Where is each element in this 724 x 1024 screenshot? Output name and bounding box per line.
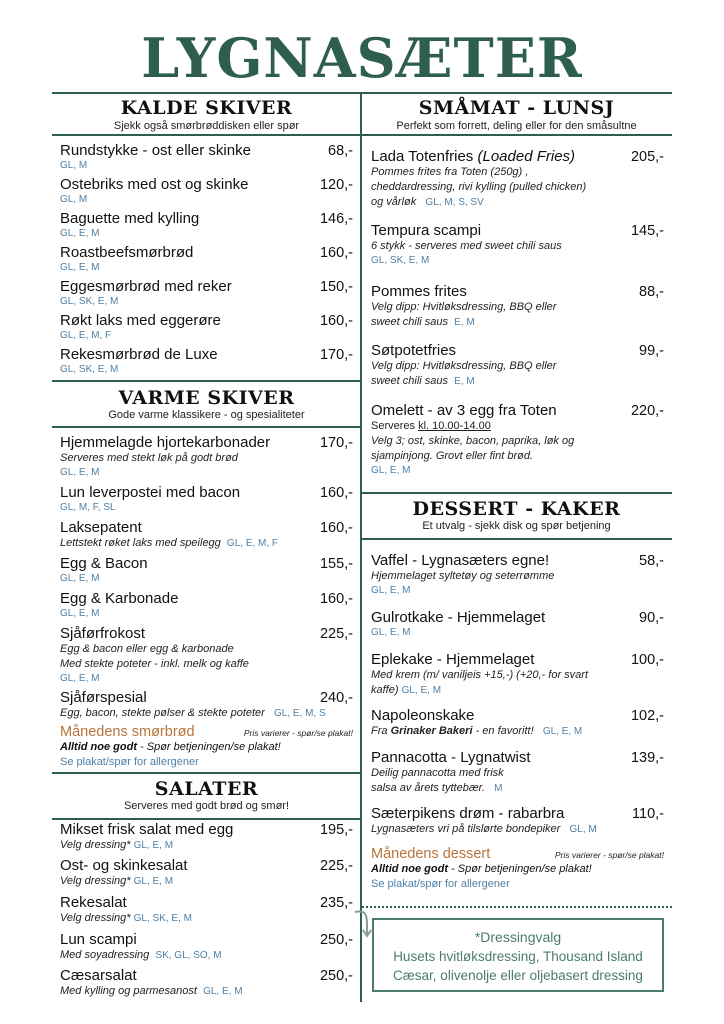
item-name: Egg & Bacon: [60, 555, 148, 572]
item-allergens: GL, M: [60, 194, 88, 205]
item-name: Sjåførfrokost: [60, 625, 146, 642]
item-name: Lun leverpostei med bacon: [60, 484, 241, 501]
varme-header-line: [52, 426, 361, 428]
item-name: Rekesmørbrød de Luxe: [60, 346, 218, 363]
item-allergens: GL, E, M, F: [60, 330, 112, 341]
menu-item: [60, 590, 353, 620]
menu-item: [371, 148, 664, 210]
item-name: Vaffel - Lygnasæters egne!: [371, 552, 550, 569]
dessert-top-line: [361, 492, 672, 494]
item-name: Baguette med kylling: [60, 210, 200, 227]
menu-item: [60, 555, 353, 585]
dressing-title: *Dressingvalg: [474, 929, 562, 945]
item-description: Velg dipp: Hvitløksdressing, BBQ eller: [371, 301, 557, 313]
special-dessert: [371, 846, 664, 892]
dressing-line: Cæsar, olivenolje eller oljebasert dressing: [393, 968, 643, 983]
item-name: Tempura scampi: [371, 222, 482, 239]
item-allergens: GL, E, M: [203, 986, 243, 997]
item-description: Hjemmelaget syltetøy og seterrømme: [371, 570, 555, 582]
item-price: 68,-: [328, 143, 353, 159]
item-description: [60, 838, 353, 853]
item-price: 110,-: [632, 806, 664, 822]
item-allergens: GL, E, M: [60, 228, 100, 239]
item-description-text: Med kylling og parmesanost: [60, 985, 197, 997]
item-allergens: GL, SK, E, M: [133, 913, 192, 924]
serving-time: kl. 10.00-14.00: [418, 420, 491, 432]
item-description: [60, 536, 353, 551]
item-allergens: GL, E, M: [371, 585, 411, 596]
smaamat-subtitle: Perfekt som forrett, deling eller for den småsultne: [396, 120, 637, 132]
menu-item: [60, 967, 353, 999]
item-name: Søtpotetfries: [371, 342, 457, 359]
item-price: 90,-: [639, 610, 664, 626]
column-divider: [360, 92, 362, 1002]
menu-item: [60, 244, 353, 274]
item-name: Eplekake - Hjemmelaget: [371, 651, 535, 668]
item-description: [60, 706, 353, 721]
item-description: [371, 683, 664, 698]
item-allergens: GL, E, M, F: [226, 538, 279, 549]
item-description: 6 stykk - serveres med sweet chili saus: [371, 240, 562, 252]
item-description: cheddardressing, rivi kylling (pulled chicken): [371, 181, 587, 193]
item-description: [371, 822, 664, 837]
item-description: Med krem (m/ vaniljeis +15,-) (+20,- for svart: [371, 669, 589, 681]
item-description-text: Velg dressing*: [60, 875, 131, 887]
item-name: Omelett - av 3 egg fra Toten: [371, 402, 557, 419]
special-line-bold: Alltid noe godt: [60, 741, 137, 753]
special-name: Månedens smørbrød: [60, 724, 195, 740]
menu-item: [371, 707, 664, 739]
item-allergens: GL, SK, E, M: [60, 296, 119, 307]
item-description: [60, 911, 353, 926]
item-name: Ost- og skinkesalat: [60, 857, 188, 874]
item-name: Pommes frites: [371, 283, 467, 300]
special-line-rest: - Spør betjeningen/se plakat!: [136, 741, 281, 753]
item-price: 205,-: [630, 149, 664, 165]
salater-subtitle: Serveres med godt brød og smør!: [123, 800, 290, 812]
item-allergens: GL, M: [569, 824, 597, 835]
special-name: Månedens dessert: [371, 846, 491, 862]
item-description-text: Med soyadressing: [60, 949, 150, 961]
item-description-text: Velg dressing*: [60, 912, 131, 924]
item-allergens: GL, E, M: [133, 876, 174, 887]
item-description-text: Velg dressing*: [60, 839, 131, 851]
salater-title: SALATER: [154, 778, 259, 800]
menu-item: [60, 857, 353, 889]
item-name: Lun scampi: [60, 931, 137, 948]
item-price: 170,-: [319, 347, 353, 363]
item-allergens: GL, E, M: [60, 608, 100, 619]
varme-title: VARME SKIVER: [118, 387, 295, 409]
menu-item: [60, 312, 353, 342]
item-allergens: GL, E, M: [542, 726, 583, 737]
item-description: [60, 874, 353, 889]
item-price: 160,-: [319, 591, 353, 607]
item-price: 170,-: [319, 435, 353, 451]
item-description: Velg 3; ost, skinke, bacon, paprika, løk og: [371, 435, 575, 447]
menu-item: [60, 821, 353, 853]
varme-subtitle: Gode varme klassikere - og spesialiteter: [108, 409, 305, 421]
item-description: Med stekte poteter - inkl. melk og kaffe: [60, 658, 249, 670]
item-allergens: M: [494, 783, 503, 794]
item-price: 195,-: [319, 822, 353, 838]
item-allergens: GL, E, M: [371, 627, 411, 638]
allergen-link: Se plakat/spør for allergener: [371, 878, 510, 890]
item-description-text: salsa av årets tyttebær.: [371, 782, 485, 794]
item-name: Hjemmelagde hjortekarbonader: [60, 434, 271, 451]
item-price: 58,-: [639, 553, 664, 569]
item-price: 155,-: [319, 556, 353, 572]
varme-top-line: [52, 380, 361, 382]
menu-item: [371, 222, 664, 267]
item-allergens: GL, E, M: [60, 467, 100, 478]
item-price: 160,-: [319, 485, 353, 501]
item-name: Mikset frisk salat med egg: [60, 821, 234, 838]
dotted-divider: [362, 906, 672, 908]
dressing-box: [372, 918, 664, 992]
menu-item: [60, 142, 353, 172]
kalde-title: KALDE SKIVER: [120, 97, 293, 119]
item-description: [60, 984, 353, 999]
item-price: 225,-: [319, 626, 353, 642]
item-name: Roastbeefsmørbrød: [60, 244, 194, 261]
item-description-text: Egg, bacon, stekte pølser & stekte poteter: [60, 707, 265, 719]
item-price: 250,-: [319, 968, 353, 984]
item-allergens: GL, E, M: [60, 573, 100, 584]
item-name: Napoleonskake: [371, 707, 475, 724]
desc-bold: Grinaker Bakeri: [390, 725, 473, 737]
dessert-title: DESSERT - KAKER: [412, 498, 621, 520]
item-description: Velg dipp: Hvitløksdressing, BBQ eller: [371, 360, 557, 372]
item-price: 88,-: [639, 284, 664, 300]
item-price: 160,-: [319, 313, 353, 329]
item-name: Røkt laks med eggerøre: [60, 312, 221, 329]
item-description-text: sweet chili saus: [371, 375, 449, 387]
item-price: 145,-: [630, 223, 664, 239]
menu-item: [60, 625, 353, 685]
dessert-subtitle: Et utvalg - sjekk disk og spør betjening: [422, 520, 611, 532]
desc-post: - en favoritt!: [472, 725, 534, 737]
salater-top-line: [52, 772, 361, 774]
item-name: Ostebriks med ost og skinke: [60, 176, 249, 193]
item-allergens: SK, GL, SO, M: [155, 950, 222, 961]
item-allergens: GL, M, F, SL: [60, 502, 116, 513]
item-description: Egg & bacon eller egg & karbonade: [60, 643, 234, 655]
item-allergens: GL, SK, E, M: [60, 364, 119, 375]
item-description-text: og vårløk: [371, 196, 417, 208]
item-allergens: GL, M: [60, 160, 88, 171]
menu-item: [60, 210, 353, 240]
item-allergens: GL, SK, E, M: [371, 255, 430, 266]
special-line: [371, 862, 664, 877]
item-name-text: Lada Totenfries: [371, 148, 474, 165]
item-description-text: kaffe): [371, 684, 399, 696]
item-name: [371, 148, 575, 165]
item-description: Pommes frites fra Toten (250g) ,: [371, 166, 529, 178]
item-description-text: Lettstekt røket laks med speilegg: [60, 537, 221, 549]
desc-pre: Fra: [371, 725, 391, 737]
item-description: sjampinjong. Grovt eller fint brød.: [371, 450, 534, 462]
dressing-line: Husets hvitløksdressing, Thousand Island: [393, 949, 643, 964]
menu-item: [371, 552, 664, 597]
item-description: [371, 315, 664, 330]
item-name: Rundstykke - ost eller skinke: [60, 142, 251, 159]
item-allergens: GL, E, M: [371, 465, 411, 476]
item-price: 235,-: [319, 895, 353, 911]
smaamat-header-line: [361, 134, 672, 136]
item-name: Cæsarsalat: [60, 967, 137, 984]
menu-item: [60, 434, 353, 479]
kalde-header-line: [52, 134, 361, 136]
item-allergens: GL, E, M, S: [274, 708, 326, 719]
item-name: Eggesmørbrød med reker: [60, 278, 232, 295]
item-name: Laksepatent: [60, 519, 142, 536]
item-description: [371, 374, 664, 389]
item-price: 102,-: [630, 708, 664, 724]
smaamat-title: SMÅMAT - LUNSJ: [418, 97, 615, 119]
item-name: Sæterpikens drøm - rabarbra: [371, 805, 565, 822]
item-description: [371, 724, 664, 739]
item-allergens: E, M: [454, 376, 475, 387]
special-price-note: Pris varierer - spør/se plakat!: [243, 728, 353, 738]
kalde-subtitle: Sjekk også smørbrøddisken eller spør: [113, 120, 300, 132]
special-smorbrod: [60, 724, 353, 770]
item-price: 225,-: [319, 858, 353, 874]
item-description: Serveres med stekt løk på godt brød: [60, 452, 238, 464]
item-allergens: GL, M, S, SV: [425, 197, 484, 208]
menu-item: [60, 894, 353, 926]
item-description-text: sweet chili saus: [371, 316, 449, 328]
menu-item: [371, 805, 664, 837]
item-name: Sjåførspesial: [60, 689, 147, 706]
menu-item: [371, 342, 664, 389]
menu-item: [60, 689, 353, 721]
item-allergens: GL, E, M: [401, 685, 442, 696]
menu-item: [60, 931, 353, 963]
item-name: Gulrotkake - Hjemmelaget: [371, 609, 546, 626]
dessert-header-line: [361, 538, 672, 540]
top-divider: [52, 92, 672, 94]
serving-label: Serveres: [371, 420, 419, 432]
allergen-link: Se plakat/spør for allergener: [60, 756, 199, 768]
item-price: 160,-: [319, 245, 353, 261]
item-price: 120,-: [319, 177, 353, 193]
special-line: [60, 740, 353, 755]
item-description: [371, 195, 664, 210]
item-description: [60, 948, 353, 963]
menu-item: [371, 402, 664, 477]
special-price-note: Pris varierer - spør/se plakat!: [554, 850, 664, 860]
item-price: 240,-: [319, 690, 353, 706]
item-price: 139,-: [630, 750, 664, 766]
item-allergens: GL, E, M: [133, 840, 174, 851]
item-name: Rekesalat: [60, 894, 127, 911]
item-serving-time: [371, 419, 664, 434]
menu-item: [60, 278, 353, 308]
item-price: 99,-: [639, 343, 664, 359]
menu-item: [60, 176, 353, 206]
item-allergens: GL, E, M: [60, 262, 100, 273]
item-name-italic: (Loaded Fries): [477, 148, 576, 165]
item-description: Deilig pannacotta med frisk: [371, 767, 504, 779]
item-allergens: GL, E, M: [60, 673, 100, 684]
page-title: LYGNASÆTER: [141, 26, 583, 90]
item-price: 250,-: [319, 932, 353, 948]
item-description-text: Lygnasæters vri på tilslørte bondepiker: [371, 823, 561, 835]
item-price: 100,-: [630, 652, 664, 668]
special-line-bold: Alltid noe godt: [371, 863, 448, 875]
item-name: Egg & Karbonade: [60, 590, 179, 607]
item-price: 220,-: [630, 403, 664, 419]
menu-item: [60, 519, 353, 551]
menu-item: [371, 749, 664, 796]
item-allergens: E, M: [454, 317, 475, 328]
item-price: 146,-: [319, 211, 353, 227]
menu-item: [371, 609, 664, 639]
menu-item: [60, 484, 353, 514]
item-name: Pannacotta - Lygnatwist: [371, 749, 531, 766]
item-price: 150,-: [319, 279, 353, 295]
salater-header-line: [52, 818, 361, 820]
menu-item: [371, 651, 664, 698]
special-line-rest: - Spør betjeningen/se plakat!: [447, 863, 592, 875]
item-description: [371, 781, 664, 796]
menu-item: [60, 346, 353, 376]
item-price: 160,-: [319, 520, 353, 536]
menu-item: [371, 283, 664, 330]
